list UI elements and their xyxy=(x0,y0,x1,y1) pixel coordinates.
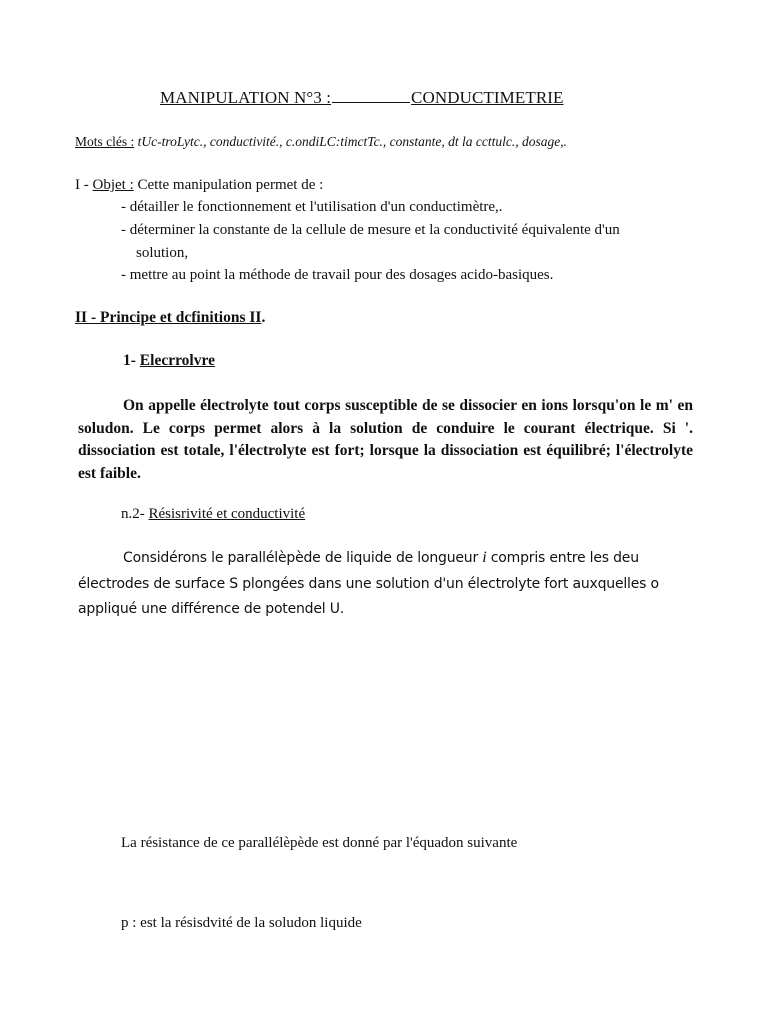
subsection-2-heading xyxy=(121,506,305,523)
electrolyte-definition-text: On appelle électrolyte tout corps susceptible de se dissocier en ions lorsqu'on le m' en soludon. Le corps permet alors à la solution de conduire le courant électrique. Si '. dissociation est totale, l'électrolyte est fort; lorsque la dissociation est équilibré; l'électrolyte est faible. xyxy=(78,397,693,482)
section-2-heading xyxy=(75,309,265,327)
subsection-2-label: Résisrivité et conductivité xyxy=(148,506,306,522)
section-2-prefix: II xyxy=(75,309,91,326)
objet-text: Cette manipulation permet de : xyxy=(133,177,324,193)
objet-prefix: I - xyxy=(75,177,93,193)
subsection-1-label: Elecrrolvre xyxy=(139,352,215,369)
objet-heading xyxy=(75,177,323,194)
paragraph-line-2: électrodes de surface S plongées dans une solution d'un électrolyte fort auxquelles o xyxy=(78,575,659,592)
objet-bullet-1: - détailler le fonctionnement et l'utilisation d'un conductimètre,. xyxy=(121,199,503,215)
subsection-1-heading xyxy=(123,352,215,370)
objet-bullet-2: - déterminer la constante de la cellule de mesure et la conductivité équivalente d'un xyxy=(121,222,620,238)
section-2-label: - Principe et dcfinitions II xyxy=(90,309,262,326)
objet-label: Objet : xyxy=(92,177,134,193)
line-1-text-b: compris entre les deu xyxy=(486,550,639,566)
length-variable: i xyxy=(482,549,487,566)
keywords-text: tUc-troLytc., conductivité., c.ondiLC:timctTc., constante, dt la ccttulc., dosage,. xyxy=(134,134,568,149)
keywords-line xyxy=(75,134,567,150)
line-1-text-a: Considérons le parallélèpède de liquide de longueur xyxy=(123,550,483,566)
title-right: CONDUCTIMETRIE xyxy=(411,88,564,107)
title-underline-gap xyxy=(332,90,410,103)
electrolyte-definition-paragraph xyxy=(78,395,693,485)
keywords-label: Mots clés : xyxy=(75,134,135,149)
title-left: MANIPULATION N°3 : xyxy=(160,88,332,107)
objet-bullet-2-continued: solution, xyxy=(136,245,189,261)
section-2-suffix: . xyxy=(261,309,266,326)
parallelepiped-paragraph xyxy=(78,545,698,623)
page-title xyxy=(160,88,564,108)
subsection-2-prefix: n.2- xyxy=(121,506,149,522)
resistance-sentence: La résistance de ce parallélèpède est donné par l'équadon suivante xyxy=(121,835,518,851)
subsection-1-prefix: 1- xyxy=(123,352,140,369)
paragraph-line-1 xyxy=(78,545,698,572)
objet-bullet-3: - mettre au point la méthode de travail pour des dosages acido-basiques. xyxy=(121,267,554,283)
resistivity-sentence: p : est la résisdvité de la soludon liquide xyxy=(121,915,362,931)
paragraph-line-3: appliqué une différence de potendel U. xyxy=(78,601,345,617)
